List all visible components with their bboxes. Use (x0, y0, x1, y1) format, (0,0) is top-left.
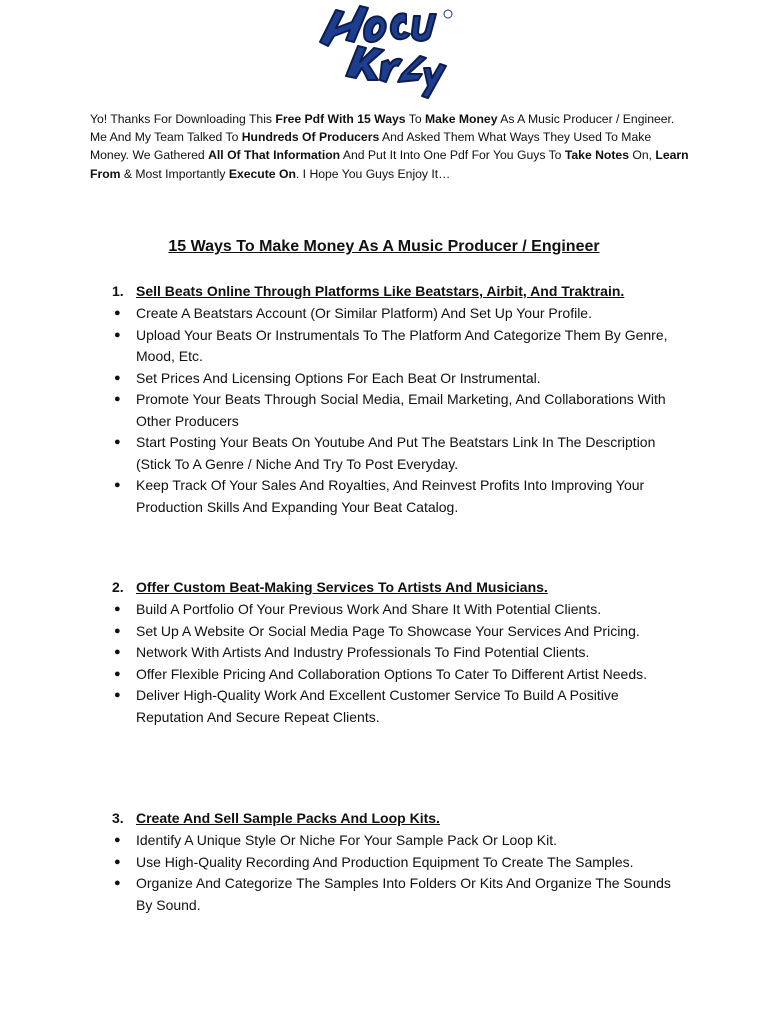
bullet-icon: ● (114, 328, 121, 341)
bullet-icon: ● (114, 646, 121, 658)
bullet-icon: ● (114, 667, 121, 680)
section-heading (112, 810, 440, 826)
bullet-icon: ● (114, 877, 121, 889)
bullet-icon: ● (114, 436, 121, 448)
list-item: ● Upload Your Beats Or Instrumentals To The Platform And Categorize Them By Genre, Mood, Etc. (114, 326, 668, 364)
list-item: ● Set Up A Website Or Social Media Page To Showcase Your Services And Pricing. (0, 621, 681, 643)
intro-text-run: And Asked Them What Ways They Used To Make Money. We Gathered (90, 130, 652, 163)
bullet-icon: ● (114, 855, 121, 868)
section-number: 1. (112, 283, 124, 299)
section-number: 3. (112, 810, 124, 826)
intro-text-run: Yo! Thanks For Downloading This (90, 112, 276, 126)
bullet-list (0, 830, 681, 916)
bullet-icon: ● (114, 307, 121, 319)
list-item: ● Start Posting Your Beats On Youtube And Put The Beatstars Link In The Description (Stick To A Genre / Niche And Try To Post Everyday. (114, 434, 656, 472)
intro-text-run: On, (628, 148, 656, 163)
list-item: ● Keep Track Of Your Sales And Royalties, And Reinvest Profits Into Improving Your Production Skills And Expanding Your Beat Catalog. (114, 477, 645, 515)
bullet-icon: ● (114, 624, 121, 637)
registered-mark (444, 10, 452, 18)
bullet-icon: ● (114, 689, 121, 701)
intro-bold-run: Make Money (425, 112, 498, 126)
list-item: ● Use High-Quality Recording And Production Equipment To Create The Samples. (0, 852, 681, 874)
section-heading-text: Create And Sell Sample Packs And Loop Kits. (136, 810, 440, 826)
bullet-list (0, 303, 681, 518)
bullet-list (0, 599, 681, 728)
list-item: ● Offer Flexible Pricing And Collaboration Options To Cater To Different Artist Needs. (0, 664, 681, 686)
list-item: ● Organize And Categorize The Samples Into Folders Or Kits And Organize The Sounds By Sound. (114, 875, 671, 913)
section-heading-text: Offer Custom Beat-Making Services To Artists And Musicians. (136, 579, 548, 595)
intro-text-run: And Put It Into One Pdf For You Guys To (340, 148, 565, 163)
intro-bold-run: Execute On (228, 166, 296, 181)
intro-bold-run: Take Notes (564, 148, 629, 163)
section-number: 2. (112, 579, 124, 595)
list-item: ● Set Prices And Licensing Options For Each Beat Or Instrumental. (0, 368, 681, 390)
intro-text-run: & Most Importantly (120, 166, 229, 181)
bullet-icon: ● (114, 393, 121, 405)
section-heading-text: Sell Beats Online Through Platforms Like Beatstars, Airbit, And Traktrain. (136, 283, 625, 299)
list-item: ● Create A Beatstars Account (Or Similar Platform) And Set Up Your Profile. (0, 303, 681, 325)
intro-text-run: . I Hope You Guys Enjoy It… (295, 166, 451, 181)
list-item: ● Network With Artists And Industry Professionals To Find Potential Clients. (0, 642, 681, 664)
bullet-icon: ● (114, 834, 121, 846)
intro-bold-run: Learn From (90, 148, 689, 181)
bullet-icon: ● (114, 371, 121, 384)
logo-strokes (320, 6, 446, 98)
section-heading (112, 283, 624, 299)
list-item: ● Identify A Unique Style Or Niche For Your Sample Pack Or Loop Kit. (0, 830, 681, 852)
list-item: ● Deliver High-Quality Work And Excellent Customer Service To Build A Positive Reputation And Secure Repeat Clients. (114, 687, 619, 725)
intro-bold-run: All Of That Information (208, 148, 341, 163)
section-heading (112, 579, 548, 595)
brand-logo (306, 2, 458, 106)
intro-text-run: As A Music Producer / Engineer. Me And My Team Talked To (90, 112, 675, 145)
list-item: ● Build A Portfolio Of Your Previous Work And Share It With Potential Clients. (0, 599, 681, 621)
intro-text-run: To (405, 112, 425, 126)
list-item: ● Promote Your Beats Through Social Media, Email Marketing, And Collaborations With Other Producers (114, 391, 666, 429)
intro-bold-run: Free Pdf With 15 Ways (275, 112, 406, 126)
intro-bold-run: Hundreds Of Producers (241, 130, 380, 145)
bullet-icon: ● (114, 479, 121, 491)
intro-paragraph (90, 110, 690, 183)
document-title: 15 Ways To Make Money As A Music Producer / Engineer (168, 238, 600, 255)
bullet-icon: ● (114, 603, 121, 615)
